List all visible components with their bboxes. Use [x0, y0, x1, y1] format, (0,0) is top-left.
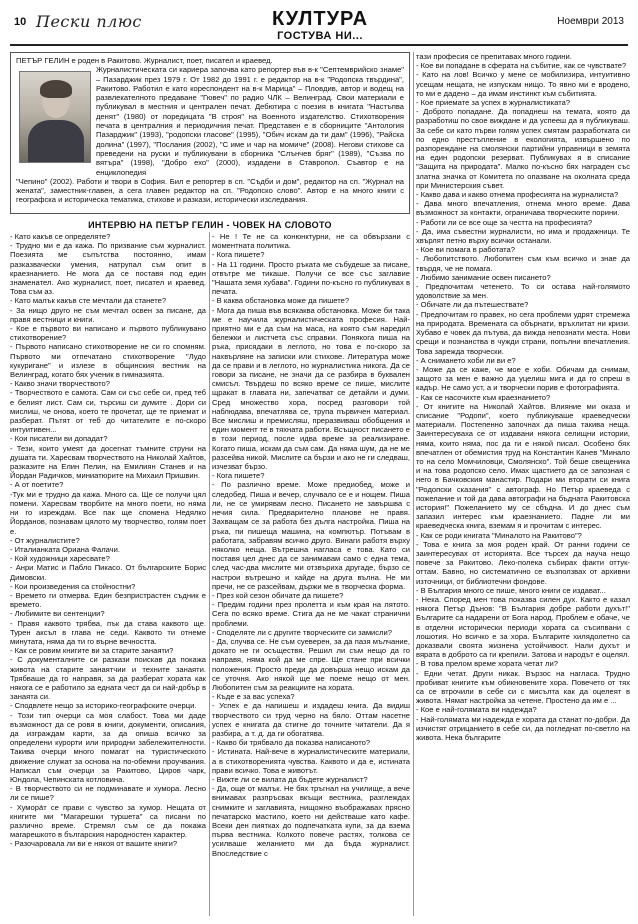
article-paragraph: - Кога пишете? [212, 250, 265, 260]
bio-career: Журналистическата си кариера започва като репортер във в-к "Септемврийско знаме" – Пазарджик през 1979 г. От 1982 до 1991 г. е редактор на в-к "Родопска твърдина", Ракитово. Работил е като кореспондент на в-к Марица" – Пловдив, автор и водещ на развлекателното предаване "Гювеч" по радио ЧЛК – Велинград. Свои материали е публикувал в местния и централен печат. Дебютира с поезия в книгата "Настъпва денят" (1980) от поредицата "В строя" на Военното издателство. Стихотворения печата в централния и периодичния печат. Представен е в сборниците "Антология Пазарджик" (1993), "родопски гласове" (1995), "Обич искам да ти дам" (1996), "Райска долина" (1997), "Послания (2002), "С име и чар на момиче" (2008). Негови стихове са преведени на руски и публикувани в сборника "Слънчев бряг" (1989), "Съзва по вятъра" (1998), "Добро ехо" (2000), издадени в Ставропол. Съавтор е на енциклопедия [96, 65, 404, 177]
article-paragraph: - Нека. Според мен това показва силен дух. Както е казал някога Петър Дънов: "В България добре работи духът!" Българите са надарени от Бога народ. Проблем е обаче, че в отделни исторически периоди хората са съсипвани с лошотия. Но всичко е за хора. Българите хилядолетно са доказвали своята жизнена устойчивост. Нали духът и вярата в доброто са ги крепили. Затова и народът е оцелял. [416, 594, 630, 660]
article-paragraph: - През кой сезон обичате да пишете? [212, 590, 344, 600]
article-paragraph: - Любимите ви сентенции? [10, 609, 105, 619]
article-paragraph: тази професия се препитавах много години. [416, 52, 572, 61]
article-paragraph: - Едни четат. Други никак. Вързос на нагласа. Трудно пробиват книгите към обикновените хора. Повечето от тях са се втрочили в себе си с мисълта как да оцелеят в живота. Нямат настройка за четене. Простено да им е ... [416, 668, 630, 706]
article-paragraph: - Любимо занимание освен писането? [416, 272, 551, 282]
article-paragraph: - Как се ровим книгите ви за старите занаяти? [10, 646, 174, 656]
article-paragraph: - Италианката Ориана Фалачи. [10, 544, 120, 554]
article-paragraph: - Кое е най-голямата ви надежда? [416, 705, 537, 715]
article-paragraph: - Кое приемате за успех в журналистиката? [416, 98, 571, 108]
article-paragraph: - Кое ви попадане в сферата на събитие, как се чувствате? [416, 61, 627, 71]
bio-continued: "Чепино" (2002). Работи и твори в София. Бил е репортер в сп. "Съдби и дом", редактор на сп. "Журнал на жената", заместник-главен, а сега главен редактор на сп. "Родопско слово". Автор е на много книги с географска и историческа тематика, стихове и разкази, исторически изследвания. [16, 176, 404, 205]
article-paragraph: - Сподвлете нещо за историко-географските очерци. [10, 701, 197, 711]
issue-date: Ноември 2013 [557, 16, 624, 27]
article-paragraph: - Дава много впечатления, отнема много време. Дава възможност за контакти, ограничава творческите порини. [416, 199, 630, 218]
article-paragraph: - По различно време. Може предиобед, може и следобед. Пиша и вечер, случвало се е и нощем. Пиша ли, не се умирявам лесно. Писането не завършва с нечия сила. Предварително планове не правя. Захващам се за работа без дълга настройка. Пиша на ръка, пи пишеща машина, на компютър. Потъвам в работата, забравям всичко друго. Винаги работя върху няколко неща. Вътрешна нагласа е това. Като си поставя цел днес да се занимавам само с една тема, след час-два мислите ми отзвъриха другаде, бързо се настрои вътрешно и хайде на друга вълна. Не ми пречи, не се разсейвам, държи ме в творческа форма. [212, 480, 410, 591]
article-paragraph: - Предпочитам четенето. То си остава най-голямото удоволствие за мен. [416, 282, 630, 301]
header-rule [10, 44, 628, 46]
article-paragraph: - Най-голямата ми надежда е хората да станат по-добри. Да изчистят отрицанието в себе си, да погледнат по-светло на живота. Нека българите [416, 714, 630, 743]
column-divider [209, 232, 210, 916]
article-paragraph: - Анри Матис и Пабло Пикасо. От българските Борис Димовски. [10, 563, 206, 582]
article-paragraph: - Правя каквото трябва, пък да става каквото ще. Турен аксъл в глава не седи. Каквото ти отнеме минутата, няма да ти го върне вечността. [10, 618, 206, 646]
article-paragraph: - Истината. Най-вече в журналистическите материали, а в стихотворенията чувства. Каквото и да е, истината прави всичко. Това е животът. [212, 747, 410, 775]
article-column-1 [10, 232, 206, 916]
article-paragraph: - Творчеството е самота. Сам си със себе си, пред теб е белият лист. Сам си, търсиш си думите . Дори си мислиш, че онова, което те прочетат, ще те приемат и разберат. Пътят от теб до читателите е по-скоро интуитивен... [10, 388, 206, 435]
page-header [10, 6, 630, 46]
article-paragraph: - Какво би трябвало да показва написаното? [212, 738, 371, 748]
page-number: 10 [14, 16, 27, 28]
article-paragraph: -Тук ми е трудно да кажа. Много са. Ще се получи цял помени. Харесвам творбите на много поети, но няма ни го изреждам. Все пак ще спомена Недялко Йорданов, познавам цялото му творчество, голям поет е. [10, 489, 206, 536]
article-paragraph: - Къде е за вас успеха? [212, 692, 295, 702]
article-paragraph: - В България много се пише, много книги се издават... [416, 585, 606, 595]
article-paragraph: - Как се насочихте към краезнанието? [416, 392, 551, 402]
article-paragraph: - Кога пишете? [212, 471, 265, 481]
article-paragraph: - Разочаровала ли ви е някоя от вашите книги? [10, 839, 178, 849]
bio-intro: ПЕТЪР ГЕЛИН е роден в Ракитово. Журналист, поет, писател и краевед. [16, 56, 273, 65]
article-paragraph: - А снимането хоби ли ви е? [416, 355, 516, 365]
article-paragraph: - Трудно ми е да кажа. По призвание съм журналист. Поезията ме съпътства постоянно, имам разказвачески умения, натрупал съм опит в краезнанието. Не мога да се поставя под един знаменател. Ако журналист, поет, писател и краевед. Това съм аз. [10, 241, 206, 297]
article-paragraph: - Кои писатели ви допадат? [10, 434, 108, 444]
article-paragraph: - Сподeляте ли с другите творческите си замисли? [212, 627, 392, 637]
article-paragraph: - На 11 години. Просто ръката ме събудеше за писане, отвътре ме тикаше. Получи се все със заглавие "Нашата земя хубава". Години по-късно го публикувах в печата. [212, 259, 410, 297]
article-paragraph: - Как се роди книгата "Миналото на Ракитово"? [416, 530, 582, 540]
article-paragraph: - Да, има съвестни журналисти, но има и продажници. Те хвърлят петно върху всички останали. [416, 226, 630, 246]
author-bio-box [10, 52, 410, 214]
article-paragraph: - В това прелом време хората четат ли? [416, 659, 558, 669]
article-paragraph: - В каква обстановка може да пишете? [212, 296, 350, 306]
article-paragraph: - А от поетите? [10, 480, 64, 490]
article-paragraph: - Доброто попадане. Да попаднеш на темата, която да разработиш по свое виждане и да успееш да я публикуваш. За себе си като първи голям успех смятам разработката си по едно престъпление в екологията, извършено по разпореждане на смолянски партийни управници в земята на един родопски резерват. Публикувах я в списание "Защита на природата". Малко по-късно бях награден със златна значка от Комитета по опазване на околната среда при Министерския съвет. [416, 107, 630, 190]
article-paragraph: - Първото написано стихотворение не си го спомням. Първото ми отпечатано стихотворение "Лудо кукуригане" и излезе в общинския вестник на Велинград, когато бях ученик в гимназията. [10, 342, 206, 380]
section-subtitle: ГОСТУВА НИ... [277, 30, 363, 42]
article-paragraph: - Като на лов! Всичко у мене се мобилизира, интуитивно усещам нещата, не изпускам нищо. То явно ми е вродено, то ми е дадено – да имам инстинкт към събитията. [416, 70, 630, 98]
article-paragraph: - Обичате ли да пътешествате? [416, 300, 529, 310]
article-paragraph: - Да, още от малък. Не бях тръгнал на училище, а вече внимавах разпръсвах вкъщи вестника, разглеждах снимките и заглавията, нищожно въображавах прясно печатарско мастило, което ни действаше като кафе. Всеки ден пиятках до подпечатката купи, за да взема първа вестника. Колкото повече растях, толкова се усилваше желанието ми да бъда журналист. Впоследствие с [212, 784, 410, 858]
article-paragraph: - Като малък какъв сте мечтали да станете? [10, 296, 167, 306]
article-paragraph: - Може да се каже, че мое е хоби. Обичам да снимам, защото за мен е важно да уцелиш мига и да го спреш в кадър. Не само уст, а и творчески порив е фотографията. [416, 364, 630, 393]
section-title: КУЛТУРА [271, 8, 369, 30]
article-paragraph: - Времето ги отмерва. Един безпристрастен съдник е времето. [10, 590, 206, 610]
author-photo [19, 71, 91, 163]
article-paragraph: - Какво дава и какво отнема професията на журналиста? [416, 190, 619, 200]
article-paragraph: - За нищо друго не съм мечтал освен за писане, да правя вестници и книги. [10, 305, 206, 324]
newspaper-name: Пески плюс [36, 12, 142, 31]
article-paragraph: - Да, случва се. Не съм суеверен, за да пазя мълчание, докато не ги осъществя. Решил ли съм нещо да го направя, няма кой да ме спре. Ще стане при всички положения. Просто преди да довърша нещо искам да се уточня. Ако някой ще ме поеме нещо от мен. Любопитен съм за реакциите на хората. [212, 636, 410, 692]
article-paragraph: - Хумора́т се прави с чувство за хумор. Нещата от книгите ми "Магарешки туршета" са писани по различно време. Стремял съм се да покажа магарешкото в българския народностен характер. [10, 802, 206, 840]
article-paragraph: - Предим години през пролетта и към края на лятото. Сега по всяко време. Стига да не ме чакат странични проблеми. [212, 600, 410, 628]
article-column-2 [212, 232, 410, 916]
article-paragraph: - Любопитството. Любопитен съм към всичко и знае да твърдя, че не помага. [416, 254, 630, 273]
article-paragraph: - Кои произведения са стойностни? [10, 581, 136, 591]
article-paragraph: - Работи ли се все още за честта на професията? [416, 217, 593, 227]
article-column-3 [416, 52, 630, 916]
article-paragraph: - Мога да пиша във всякаква обстановка. Може би така ме е научила журналистическата професия. Най-приятно ми е да съм на маса, на която съм наредил бележки и листчета със справки. Понякога пиша на ръка, присядаки в леглото, но това е по-скоро за нахвърляне на записки или стихове. Литературa може да се прави и в леглото, но журналистика никога. Да се говори за писане, не значи да се разбира в буквален смисъл. Твърдеш по всяко време се пише, мислите щракат в главата ни, запечатват се детайли и думи. Сред множество хора, посред разговори той наблюдава, впечатлява се, трупа първичен материал. Все мислиш и премисляш, преразвиваш обобщения и един момент те в тяхната работи. Всъщност писането е в този период, после идва време за реализиране. Когато пиша, искам да съм сам. Да няма шум, да не ме разсейва никой. Мислите са бързи и ако не ги следваш, изчезват бързо. [212, 305, 410, 472]
article-paragraph: - От книгите на Николай Хайтов. Влияние ми оказа и списание "Родопи", което публикуваше краеведчески материали. Постепенно започнах да пиша такива неща. Заинтересуваха се от издавани някога селищни истории, няма, които няма, пос да ги е някой писал. Особено бях впечатлен от обемистия труд на Константин Канев "Минало то на село Момчиловци, Смолянско". Той беше свещеника и на това родопско село. Имах щастието да се запозная с него в Бачковския манастир. Подари ми вторати си книга "Родопски сказания" с автограф. Но Петър краеведа с пожелание и той да дава автографи на бъдната Ракитовска история!" Пожеланието му се сбъдна. И до днес съм запазил интерес към краезнанието. Падне ли ми краеведческа книга, вземам я и прочитам с интерес. [416, 401, 630, 531]
article-paragraph: - Като какъв се определяте? [10, 232, 111, 241]
interview-title: ИНТЕРВЮ НА ПЕТЪР ГЕЛИН - ЧОВЕК НА СЛОВОТО [88, 220, 332, 230]
article-paragraph: - Не ! Те не са конюнктурни, не са обвързани с моментната политика. [212, 232, 410, 251]
article-paragraph: - С документалните си разкази поискав да покажа живота на старите занаятчии и техните занаяти. Трябваше да го направя, за да разберат хората как някога се е работило за едната чест да си най-добър в занаята си. [10, 655, 206, 702]
article-paragraph: - Кое е първото ви написано и първото публикувано стихотворение? [10, 324, 206, 343]
article-paragraph: - Предпочитам го правех, но сега проблеми удрят стремежа на природата. Времената са обърнати, връхлитат ни кризи. Хубаво е човек да пътува, да вижда непознати места. Нови срещи и познанства в чужди страни, попълни впечатления. Това зарежда творчески. [416, 309, 630, 356]
article-paragraph: - Какво значи творчеството? [10, 379, 110, 389]
article-paragraph: - В творчеството си не подминавате и хумора. Лесно ли се пише? [10, 784, 206, 803]
article-paragraph: - От журналистите? [10, 535, 80, 545]
article-paragraph: - Този тип очерци са моя слабост. Това ми даде възможност да се ровя в книги, документи, описания, да изграждам карти, за да опиша всичко за определени курорти или природни забележителности. Такива очерци много помагат на туристическото движение служат за основа на по-обемни проучвания. Написал съм очерци за Ракитово, Циров чарк, Юндола, Чепинската котловина. [10, 710, 206, 784]
article-paragraph: - Кое ви помага в работата? [416, 245, 516, 255]
article-paragraph: - Кой художници харесвате? [10, 554, 110, 564]
column-divider [413, 52, 414, 916]
article-paragraph: - Това е книга за моя роден край. От ранни години се заинтересувах от историята. Все търсех да науча нещо повече за Ракитово. Леко-полека събирах факти оттук-оттам. Бавно, но систематично се възползвах от архивни източници, от библиотечни фондове. [416, 539, 630, 586]
article-paragraph: - Вижте ли се вилата да бъдете журналист? [212, 774, 368, 784]
article-paragraph: - Успех е да напишеш и издадеш книга. Да видиш творчеството си труд черно на бяло. Оттам насетне успех е книгата да стигне до точните читатели. Да я разбира, а т. д. да ги обогатява. [212, 701, 410, 738]
article-paragraph: - Тези, които умеят да досегнат тъмните струни на душата ти. Харесвам творчеството на Николай Хайтов, разказите на Елин Пелин, на Емилиян Станев и на Йордан Радичков, миниатюрите на Михаил Пришвин. [10, 443, 206, 481]
